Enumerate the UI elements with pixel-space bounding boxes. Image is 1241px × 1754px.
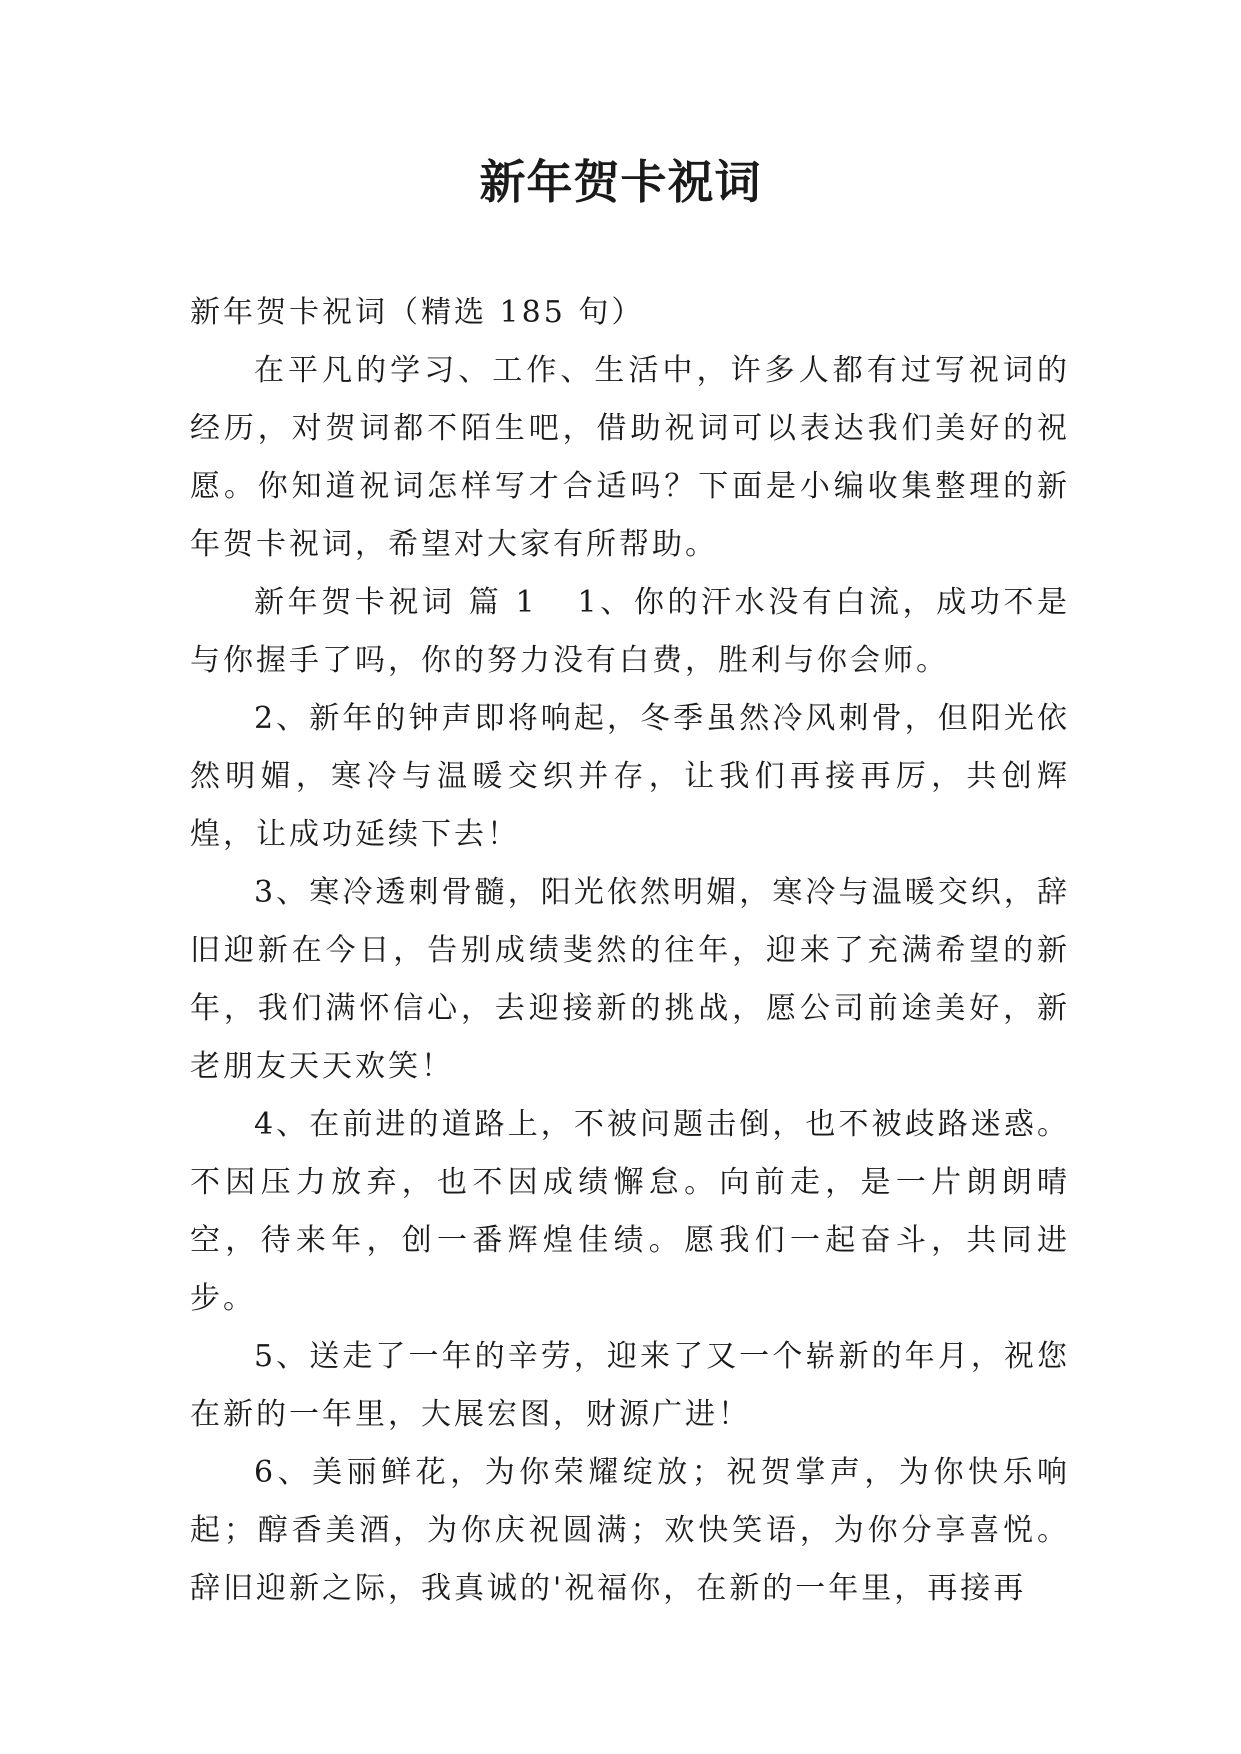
section-heading: 新年贺卡祝词 篇 1 <box>254 585 538 620</box>
document-subtitle: 新年贺卡祝词（精选 185 句） <box>190 295 645 330</box>
list-item-1: 1、你的汗水没有白流，成功不是与你握手了吗，你的努力没有白费，胜利与你会师。 <box>190 585 1070 678</box>
list-item-2: 2、新年的钟声即将响起，冬季虽然冷风刺骨，但阳光依然明媚，寒冷与温暖交织并存，让我们再接再厉，共创辉煌，让成功延续下去！ <box>190 701 1070 852</box>
list-item-3: 3、寒冷透刺骨髓，阳光依然明媚，寒冷与温暖交织，辞旧迎新在今日，告别成绩斐然的往年，迎来了充满希望的新年，我们满怀信心，去迎接新的挑战，愿公司前途美好，新老朋友天天欢笑！ <box>190 875 1070 1084</box>
list-item-6: 6、美丽鲜花，为你荣耀绽放；祝贺掌声，为你快乐响起；醇香美酒，为你庆祝圆满；欢快笑语，为你分享喜悦。辞旧迎新之际，我真诚的'祝福你，在新的一年里，再接再 <box>190 1455 1070 1606</box>
section-first-paragraph <box>190 574 1070 690</box>
list-item-4: 4、在前进的道路上，不被问题击倒，也不被歧路迷惑。不因压力放弃，也不因成绩懈怠。向前走，是一片朗朗晴空，待来年，创一番辉煌佳绩。愿我们一起奋斗，共同进步。 <box>190 1107 1070 1316</box>
list-item-5: 5、送走了一年的辛劳，迎来了又一个崭新的年月，祝您在新的一年里，大展宏图，财源广进！ <box>190 1339 1070 1432</box>
document-title: 新年贺卡祝词 <box>479 155 762 209</box>
document-body <box>190 284 1070 1618</box>
intro-paragraph: 在平凡的学习、工作、生活中，许多人都有过写祝词的经历，对贺词都不陌生吧，借助祝词可以表达我们美好的祝愿。你知道祝词怎样写才合适吗？下面是小编收集整理的新年贺卡祝词，希望对大家有所帮助。 <box>190 353 1070 562</box>
